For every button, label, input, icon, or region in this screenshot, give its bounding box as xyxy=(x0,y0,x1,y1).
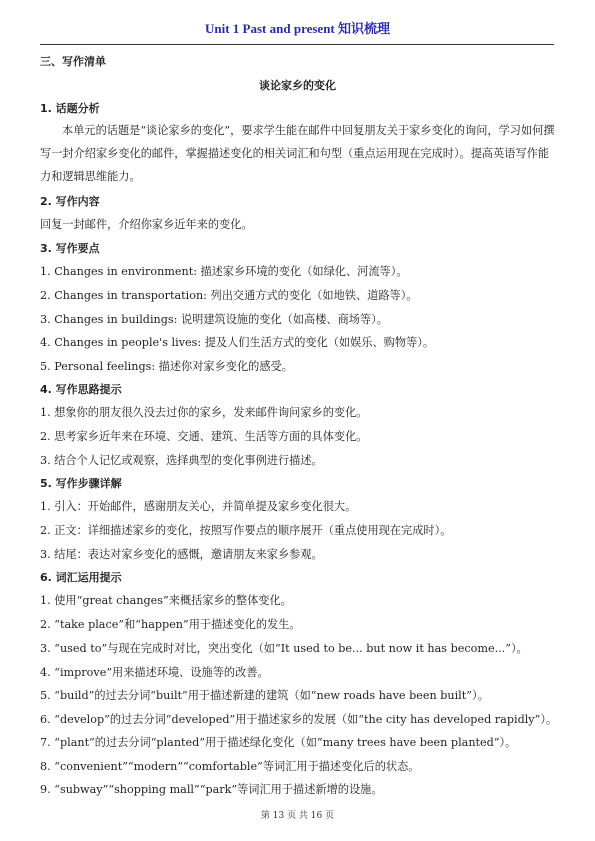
s6-item: 3. “used to”与现在完成时对比，突出变化（如“It used to be... but now it has become...”）。 xyxy=(40,642,528,655)
s6-item: 4. “improve”用来描述环境、设施等的改善。 xyxy=(40,666,269,679)
section-heading: 三、写作清单 xyxy=(40,55,106,68)
essay-title: 谈论家乡的变化 xyxy=(259,79,336,92)
s2-text: 回复一封邮件，介绍你家乡近年来的变化。 xyxy=(40,218,253,231)
s4-item: 2. 思考家乡近年来在环境、交通、建筑、生活等方面的具体变化。 xyxy=(40,430,368,443)
s5-heading: 5. 写作步骤详解 xyxy=(40,477,122,490)
s4-item: 3. 结合个人记忆或观察，选择典型的变化事例进行描述。 xyxy=(40,454,323,467)
s3-item: 5. Personal feelings: 描述你对家乡变化的感受。 xyxy=(40,360,293,373)
s4-heading: 4. 写作思路提示 xyxy=(40,383,122,396)
s5-item: 1. 引入：开始邮件，感谢朋友关心，并简单提及家乡变化很大。 xyxy=(40,500,357,513)
s6-item: 1. 使用“great changes”来概括家乡的整体变化。 xyxy=(40,594,292,607)
s6-heading: 6. 词汇运用提示 xyxy=(40,571,122,584)
s4-item: 1. 想象你的朋友很久没去过你的家乡，发来邮件询问家乡的变化。 xyxy=(40,406,368,419)
page-header: Unit 1 Past and present 知识梳理 xyxy=(204,21,391,36)
s6-item: 2. “take place”和“happen”用于描述变化的发生。 xyxy=(40,618,301,631)
s6-item: 5. “build”的过去分词“built”用于描述新建的建筑（如“new roads have been built”）。 xyxy=(40,689,489,702)
s5-item: 3. 结尾：表达对家乡变化的感慨，邀请朋友来家乡参观。 xyxy=(40,548,323,561)
s5-item: 2. 正文：详细描述家乡的变化，按照写作要点的顺序展开（重点使用现在完成时）。 xyxy=(40,524,452,537)
s3-item: 2. Changes in transportation: 列出交通方式的变化（如地铁、道路等）。 xyxy=(40,289,418,302)
s6-item: 7. “plant”的过去分词“planted”用于描述绿化变化（如“many trees have been planted”）。 xyxy=(40,736,517,749)
s1-heading: 1. 话题分析 xyxy=(40,102,100,115)
s6-item: 6. “develop”的过去分词“developed”用于描述家乡的发展（如“the city has developed rapidly”）。 xyxy=(40,713,558,726)
s6-item: 8. “convenient”“modern”“comfortable”等词汇用于描述变化后的状态。 xyxy=(40,760,420,773)
s6-item: 9. “subway”“shopping mall”“park”等词汇用于描述新增的设施。 xyxy=(40,783,383,796)
s2-heading: 2. 写作内容 xyxy=(40,195,100,208)
s3-item: 3. Changes in buildings: 说明建筑设施的变化（如高楼、商场等）。 xyxy=(40,313,388,326)
s1-paragraph: 本单元的话题是“谈论家乡的变化”，要求学生能在邮件中回复朋友关于家乡变化的询问，学习如何撰写一封介绍家乡变化的邮件，掌握描述变化的相关词汇和句型（重点运用现在完成时）。提高英语写作能力和逻辑思维能力。 xyxy=(40,124,555,183)
s3-item: 1. Changes in environment: 描述家乡环境的变化（如绿化、河流等）。 xyxy=(40,265,408,278)
s3-item: 4. Changes in people's lives: 提及人们生活方式的变化（如娱乐、购物等）。 xyxy=(40,336,435,349)
header-divider xyxy=(40,44,554,45)
page-number: 第 13 页 共 16 页 xyxy=(260,811,335,821)
s3-heading: 3. 写作要点 xyxy=(40,242,100,255)
